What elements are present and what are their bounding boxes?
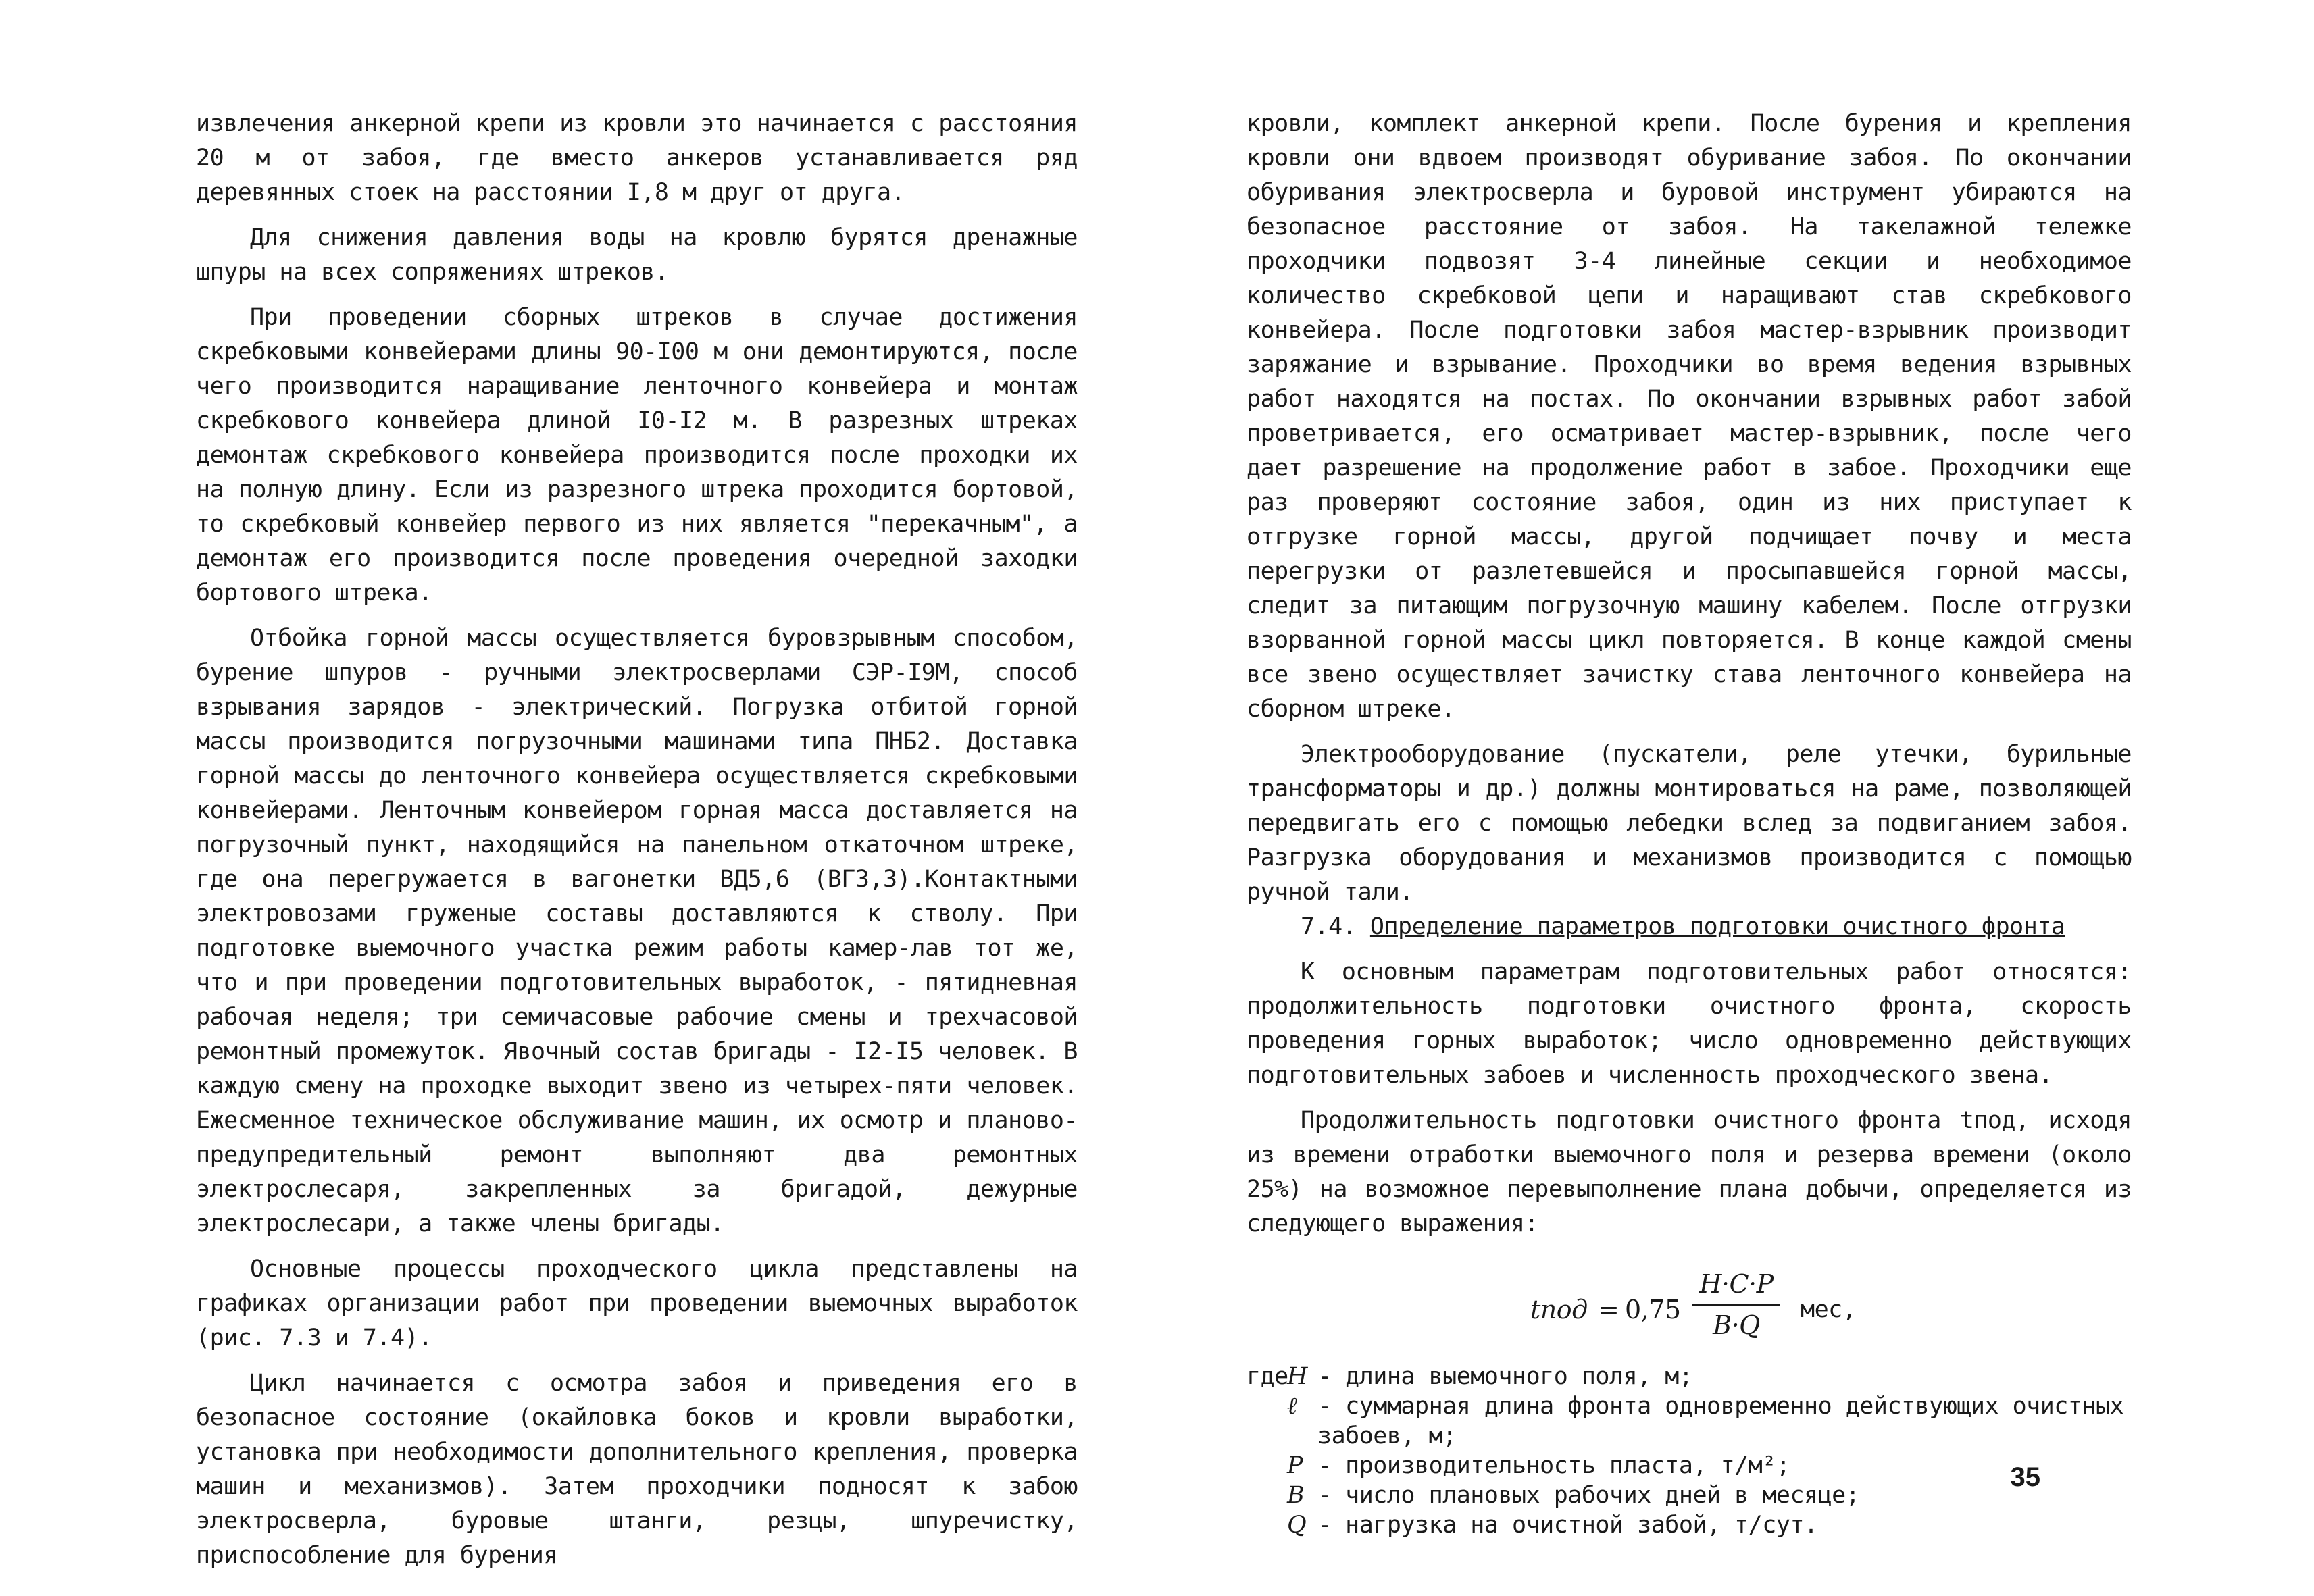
legend-description: - производительность пласта, т/м²; xyxy=(1317,1452,1790,1479)
paragraph: Продолжительность подготовки очистного фронта tпод, исходя из времени отработки выемочного поля и резерва времени (около 25%) на возможное перевыполнение плана добычи, определяется из следующего выражения: xyxy=(1247,1107,2132,1237)
legend-row xyxy=(1247,1391,2132,1451)
legend-symbol: ℓ xyxy=(1287,1393,1297,1420)
legend-symbol: Q xyxy=(1287,1512,1307,1539)
formula-legend xyxy=(1247,1362,2132,1540)
legend-description: - суммарная длина фронта одновременно действующих очистных забоев, м; xyxy=(1317,1393,2124,1449)
legend-row xyxy=(1247,1362,2132,1391)
left-page-text xyxy=(196,0,1078,1573)
right-page-text xyxy=(1247,0,2132,1540)
formula-unit: мес, xyxy=(1801,1296,1857,1323)
paragraph: Основные процессы проходческого цикла представлены на графиках организации работ при проведении выемочных выработок (рис. 7.3 и 7.4). xyxy=(196,1256,1078,1352)
section-heading xyxy=(1247,910,2132,944)
page-number: 35 xyxy=(2010,1462,2040,1492)
paragraph: При проведении сборных штреков в случае достижения скребковыми конвейерами длины 90-I00 м они демонтируются, после чего производится наращивание ленточного конвейера и монтаж скребкового конвейера длиной I0-I2 м. В разрезных штреках демонтаж скребкового конвейера производится после проходки их на полную длину. Если из разрезного штрека проходится бортовой, то скребковый конвейер первого из них является "перекачным", а демонтаж его производится после проведения очередной заходки бортового штрека. xyxy=(196,304,1078,607)
section-number: 7.4. xyxy=(1301,913,1357,940)
paragraph: извлечения анкерной крепи из кровли это начинается с расстояния 20 м от забоя, где вместо анкеров устанавливается ряд деревянных стоек на расстоянии I,8 м друг от друга. xyxy=(196,110,1078,206)
section-title: Определение параметров подготовки очистного фронта xyxy=(1369,913,2065,940)
legend-symbol: H xyxy=(1287,1363,1308,1390)
paragraph: кровли, комплект анкерной крепи. После бурения и крепления кровли они вдвоем производят обуривание забоя. По окончании обуривания электросверла и буровой инструмент убираются на безопасное расстояние от забоя. На такелажной тележке проходчики подвозят 3-4 линейные секции и необходимое количество скребковой цепи и наращивают став скребкового конвейера. После подготовки забоя мастер-взрывник производит заряжание и взрывание. Проходчики во время ведения взрывных работ находятся на постах. По окончании взрывных работ забой проветривается, его осматривает мастер-взрывник, после чего дает разрешение на продолжение работ в забое. Проходчики еще раз проверяют состояние забоя, один из них приступает к отгрузке горной массы, другой подчищает почву и места перегрузки от разлетевшейся и просыпавшейся горной массы, следит за питающим погрузочную машину кабелем. После отгрузки взорванной горной массы цикл повторяется. В конце каждой смены все звено осуществляет зачистку става ленточного конвейера на сборном штреке. xyxy=(1247,110,2132,723)
formula-lhs: tпод xyxy=(1530,1295,1588,1324)
legend-description: - длина выемочного поля, м; xyxy=(1317,1363,1693,1390)
legend-symbol: B xyxy=(1287,1482,1305,1509)
paragraph: Электрооборудование (пускатели, реле утечки, бурильные трансформаторы и др.) должны монтироваться на раме, позволяющей передвигать его с помощью лебедки вслед за подвиганием забоя. Разгрузка оборудования и механизмов производится с помощью ручной тали. xyxy=(1247,741,2132,906)
paragraph: Отбойка горной массы осуществляется буровзрывным способом, бурение шпуров - ручными электросверлами СЭР-I9М, способ взрывания зарядов - электрический. Погрузка отбитой горной массы производится погрузочными машинами типа ПНБ2. Доставка горной массы до ленточного конвейера осуществляется скребковыми конвейерами. Ленточным конвейером горная масса доставляется на погрузочный пункт, находящийся на панельном откаточном штреке, где она перегружается в вагонетки ВД5,6 (ВГЗ,3).Контактными электровозами груженые составы доставляются к стволу. При подготовке выемочного участка режим работы камер-лав тот же, что и при проведении подготовительных выработок, - пятидневная рабочая неделя; три семичасовые рабочие смены и трехчасовой ремонтный промежуток. Явочный состав бригады - I2-I5 человек. В каждую смену на проходке выходит звено из четырех-пяти человек. Ежесменное техническое обслуживание машин, их осмотр и планово-предупредительный ремонт выполняют два ремонтных электрослесаря, закрепленных за бригадой, дежурные электрослесари, а также члены бригады. xyxy=(196,625,1078,1237)
formula-fraction xyxy=(1692,1267,1780,1343)
legend-row xyxy=(1247,1481,2132,1510)
legend-row xyxy=(1247,1451,2132,1481)
formula xyxy=(1247,1267,2132,1341)
paragraph: К основным параметрам подготовительных работ относятся: продолжительность подготовки очистного фронта, скорость проведения горных выработок; число одновременно действующих подготовительных забоев и численность проходческого звена. xyxy=(1247,958,2132,1089)
legend-symbol: P xyxy=(1287,1452,1303,1479)
formula-denominator: B·Q xyxy=(1713,1310,1760,1340)
legend-description: - число плановых рабочих дней в месяце; xyxy=(1317,1482,1860,1509)
legend-lead xyxy=(1247,1510,1287,1540)
right-page xyxy=(1247,0,2132,1540)
legend-description: - нагрузка на очистной забой, т/сут. xyxy=(1317,1512,1818,1539)
formula-coefficient: 0,75 xyxy=(1625,1295,1681,1324)
formula-numerator: H·C·P xyxy=(1692,1267,1780,1306)
legend-lead: где xyxy=(1247,1363,1288,1390)
paragraph: Цикл начинается с осмотра забоя и приведения его в безопасное состояние (окайловка боков и кровли выработки, установка при необходимости дополнительного крепления, проверка машин и механизмов). Затем проходчики подносят к забою электросверла, буровые штанги, резцы, шпуречистку, приспособление для бурения xyxy=(196,1370,1078,1569)
legend-lead xyxy=(1247,1481,1287,1510)
formula-equals: = xyxy=(1598,1295,1619,1324)
legend-lead xyxy=(1247,1451,1287,1481)
legend-row xyxy=(1247,1510,2132,1540)
left-page xyxy=(196,0,1078,1573)
legend-lead xyxy=(1247,1391,1287,1451)
paragraph: Для снижения давления воды на кровлю бурятся дренажные шпуры на всех сопряжениях штреков. xyxy=(196,224,1078,286)
